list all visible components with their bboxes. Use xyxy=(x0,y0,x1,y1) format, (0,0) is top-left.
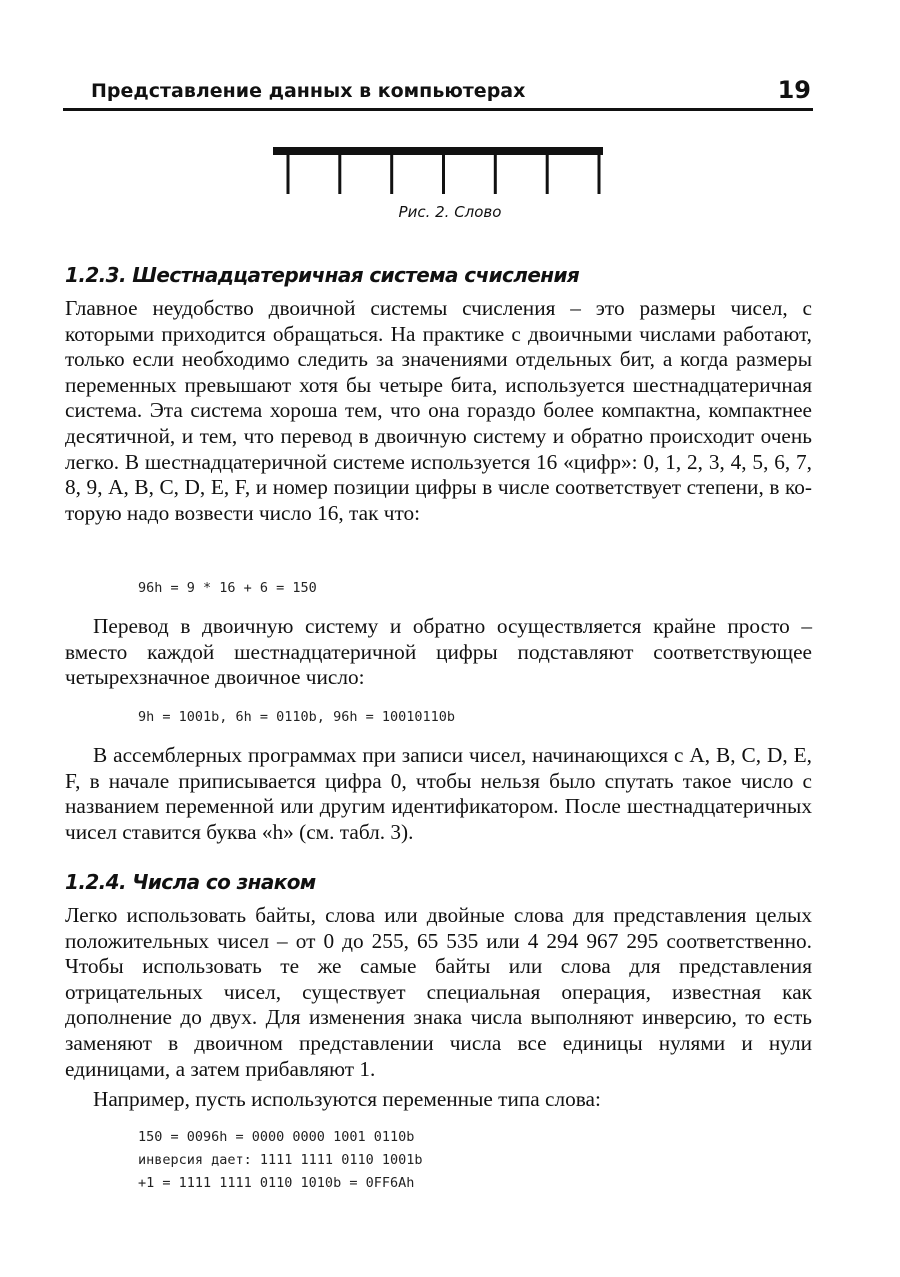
paragraph-assembler-notation: В ассемблерных программах при записи чисел, начинающихся с A, B, C, D, E, F, в начале приписывается цифра 0, чтобы нельзя было спутать такое число с названием переменной или другим идентификатором. После шестнадцатеричных чисел ставится буква «h» (см. табл. 3). xyxy=(65,743,812,844)
word-tick xyxy=(546,153,549,194)
paragraph-hex-to-binary: Перевод в двоичную систему и обратно осуществляется крайне просто – вместо каждой шестнадцатеричной цифры подставляют соответствующее четырехзначное двоичное число: xyxy=(65,614,812,690)
section-heading-signed: 1.2.4. Числа со знаком xyxy=(65,870,316,894)
code-example-hex-to-dec: 96h = 9 * 16 + 6 = 150 xyxy=(138,580,317,596)
word-tick xyxy=(338,153,341,194)
word-tick xyxy=(598,153,601,194)
word-bar xyxy=(273,147,603,155)
word-diagram xyxy=(273,147,603,197)
word-tick xyxy=(494,153,497,194)
running-title: Представление данных в компьютерах xyxy=(91,80,526,102)
code-example-hex-binary: 9h = 1001b, 6h = 0110b, 96h = 10010110b xyxy=(138,709,455,725)
code-line-2: инверсия дает: 1111 1111 0110 1001b xyxy=(138,1152,423,1168)
code-line-1: 150 = 0096h = 0000 0000 1001 0110b xyxy=(138,1129,415,1145)
paragraph-hex-intro: Главное неудобство двоичной системы счисления – это размеры чисел, с которыми приходится обращаться. На практике с двоичными числами работают, только если необходимо следить за значениями отдельных бит, а когда размеры переменных превышают хотя бы четыре бита, используется шестнадцатеричная система. Эта система хороша тем, что она гораздо более компактна, компактнее десятичной, и тем, что перевод в двоичную систему и обратно происходит очень легко. В шестнадцатеричной системе используется 16 «цифр»: 0, 1, 2, 3, 4, 5, 6, 7, 8, 9, A, B, C, D, E, F, и номер позиции цифры в числе соответствует степени, в которую надо возвести число 16, так что: xyxy=(65,296,812,525)
page-header xyxy=(63,74,813,111)
word-tick xyxy=(287,153,290,194)
section-heading-hex: 1.2.3. Шестнадцатеричная система счисления xyxy=(65,263,580,287)
word-tick xyxy=(442,153,445,194)
code-line-3: +1 = 1111 1111 0110 1010b = 0FF6Ah xyxy=(138,1175,415,1191)
word-figure xyxy=(273,147,603,197)
page-number: 19 xyxy=(777,76,811,104)
word-tick xyxy=(390,153,393,194)
paragraph-signed-numbers: Легко использовать байты, слова или двойные слова для представления целых положительных чисел – от 0 до 255, 65 535 или 4 294 967 295 соответственно. Чтобы использовать те же самые байты или слова для представления отрицательных чисел, существует специальная операция, известная как дополнение до двух. Для изменения знака числа выполняют инверсию, то есть заменяют в двоичном представлении числа все единицы нулями и нули единицами, а затем прибавляют 1. xyxy=(65,903,812,1081)
figure-caption: Рис. 2. Слово xyxy=(398,203,502,221)
paragraph-example-intro: Например, пусть используются переменные типа слова: xyxy=(93,1087,601,1111)
